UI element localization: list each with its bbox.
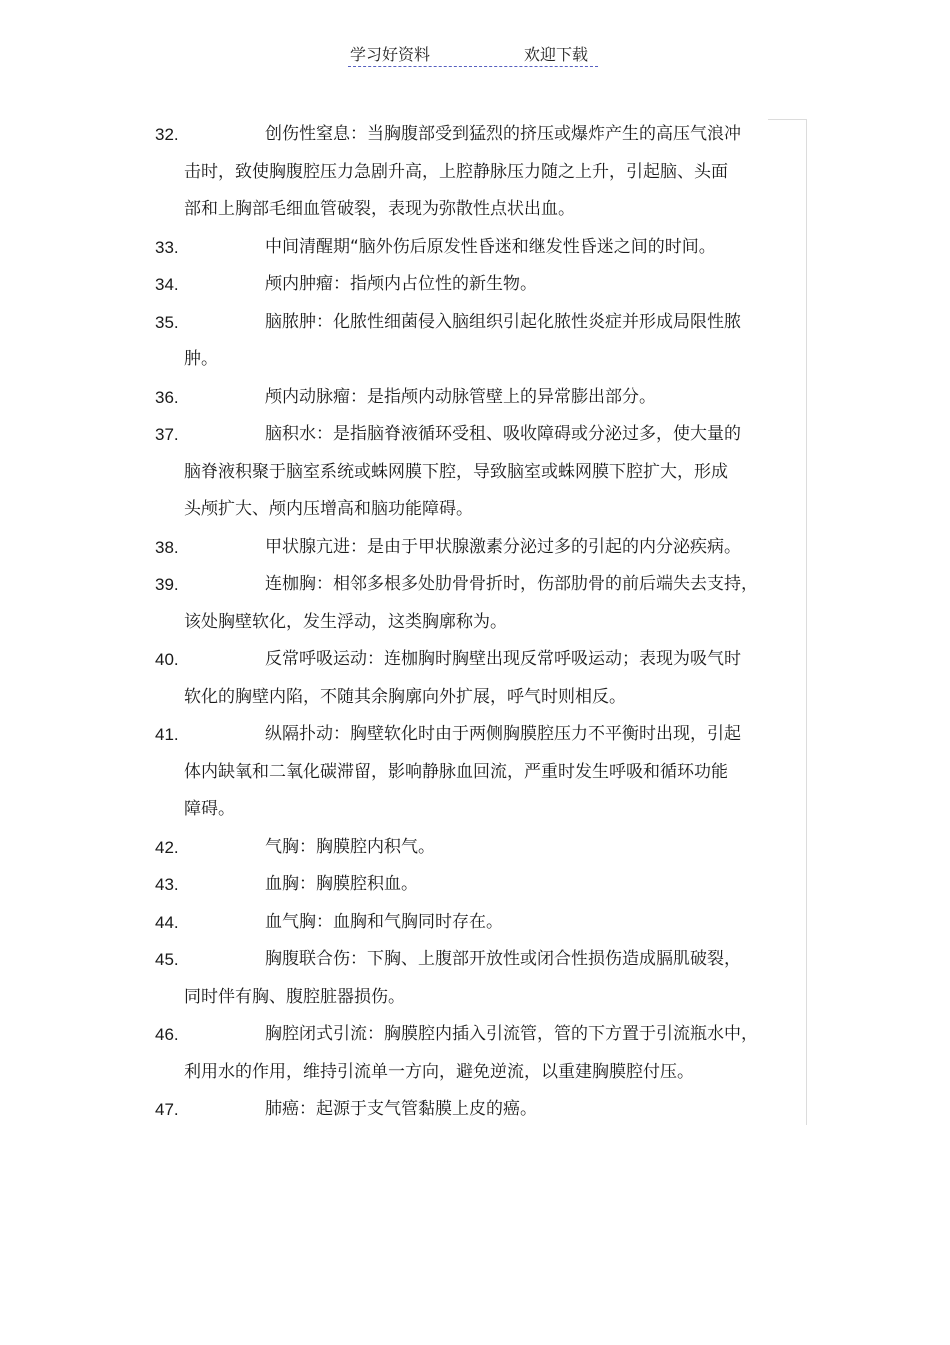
header-right-text: 欢迎下载	[524, 45, 589, 64]
entry-text-line: 反常呼吸运动：连枷胸时胸壁出现反常呼吸运动；表现为吸气时	[265, 649, 741, 669]
entry-text-line: 肺癌：起源于支气管黏膜上皮的癌。	[265, 1099, 537, 1119]
definition-entry	[0, 716, 950, 829]
entry-number: 33.	[155, 237, 179, 257]
entry-text-line: 颅内肿瘤：指颅内占位性的新生物。	[265, 274, 537, 294]
entry-text-line: 击时，致使胸腹腔压力急剧升高，上腔静脉压力随之上升，引起脑、头面	[184, 161, 728, 182]
entry-number: 32.	[155, 125, 179, 144]
entry-number: 36.	[155, 387, 179, 407]
entry-text-line: 障碍。	[184, 799, 235, 819]
definition-entry	[0, 229, 950, 267]
page-header	[348, 40, 598, 67]
definition-entry	[0, 866, 950, 904]
entry-number: 38.	[155, 537, 179, 557]
entry-text-line: 脑脓肿：化脓性细菌侵入脑组织引起化脓性炎症并形成局限性脓	[265, 311, 741, 332]
entry-number: 44.	[155, 912, 179, 932]
entry-number: 41.	[155, 725, 179, 744]
entry-number: 37.	[155, 425, 179, 444]
entry-text-line: 纵隔扑动：胸壁软化时由于两侧胸膜腔压力不平衡时出现，引起	[265, 724, 741, 744]
definition-entry	[0, 641, 950, 716]
entry-number: 39.	[155, 575, 179, 594]
entry-text-line: 连枷胸：相邻多根多处肋骨骨折时，伤部肋骨的前后端失去支持，	[265, 574, 758, 594]
entry-number: 46.	[155, 1025, 179, 1044]
definition-entry	[0, 941, 950, 1016]
definition-entry	[0, 904, 950, 942]
entry-text-line: 颅内动脉瘤：是指颅内动脉管壁上的异常膨出部分。	[265, 386, 656, 407]
entry-text-line: 血胸：胸膜腔积血。	[265, 874, 418, 894]
definition-entry	[0, 416, 950, 529]
definition-entry	[0, 1091, 950, 1129]
entry-text-line: 肿。	[184, 349, 218, 369]
definition-entry	[0, 304, 950, 379]
definition-entry	[0, 529, 950, 567]
entry-text-line: 脑脊液积聚于脑室系统或蛛网膜下腔，导致脑室或蛛网膜下腔扩大，形成	[184, 461, 728, 482]
entry-text-line: 血气胸：血胸和气胸同时存在。	[265, 911, 503, 932]
definition-entry	[0, 379, 950, 417]
entry-number: 40.	[155, 650, 179, 669]
entry-text-line: 胸腔闭式引流：胸膜腔内插入引流管，管的下方置于引流瓶水中，	[265, 1024, 758, 1044]
entry-number: 43.	[155, 875, 179, 894]
entry-number: 47.	[155, 1100, 179, 1119]
entry-text-line: 同时伴有胸、腹腔脏器损伤。	[184, 986, 405, 1007]
definition-entry	[0, 829, 950, 867]
definition-entry	[0, 266, 950, 304]
definition-entry	[0, 116, 950, 229]
entry-text-line: 部和上胸部毛细血管破裂，表现为弥散性点状出血。	[184, 199, 575, 219]
definition-entry	[0, 1016, 950, 1091]
entry-number: 42.	[155, 837, 179, 857]
definition-list	[0, 116, 950, 1129]
entry-text-line: 脑积水：是指脑脊液循环受租、吸收障碍或分泌过多，使大量的	[265, 424, 741, 444]
entry-text-line: 利用水的作用，维持引流单一方向，避免逆流，以重建胸膜腔付压。	[184, 1061, 694, 1082]
entry-text-line: 甲状腺亢进：是由于甲状腺激素分泌过多的引起的内分泌疾病。	[265, 536, 741, 557]
header-left-text: 学习好资料	[350, 45, 431, 64]
entry-number: 45.	[155, 950, 179, 969]
entry-text-line: 体内缺氧和二氧化碳滞留，影响静脉血回流，严重时发生呼吸和循环功能	[184, 761, 728, 782]
entry-text-line: 创伤性窒息：当胸腹部受到猛烈的挤压或爆炸产生的高压气浪冲	[265, 124, 741, 144]
entry-text-line: 软化的胸壁内陷，不随其余胸廓向外扩展，呼气时则相反。	[184, 686, 626, 707]
entry-number: 35.	[155, 312, 179, 332]
entry-text-line: 气胸：胸膜腔内积气。	[265, 836, 435, 857]
entry-text-line: 该处胸壁软化，发生浮动，这类胸廓称为。	[184, 611, 507, 632]
entry-text-line: 头颅扩大、颅内压增高和脑功能障碍。	[184, 499, 473, 519]
definition-entry	[0, 566, 950, 641]
entry-number: 34.	[155, 275, 179, 294]
entry-text-line: 胸腹联合伤：下胸、上腹部开放性或闭合性损伤造成膈肌破裂，	[265, 949, 741, 969]
entry-text-line: 中间清醒期“脑外伤后原发性昏迷和继发性昏迷之间的时间。	[265, 236, 716, 257]
